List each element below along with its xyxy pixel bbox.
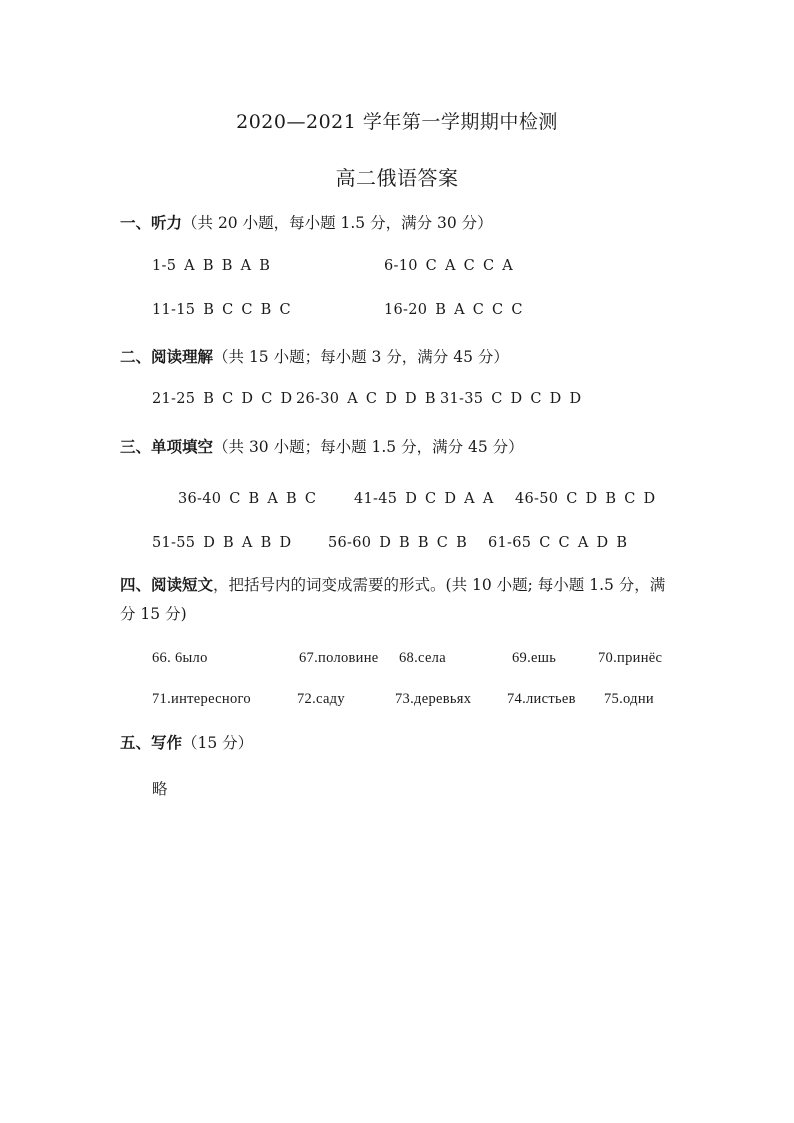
section-title: 五、写作	[120, 733, 183, 752]
answer-word: 74.листьев	[507, 691, 576, 707]
answer-word: 71.интересного	[152, 691, 251, 707]
section-note: （共 30 小题；每小题 1.5 分，满分 45 分）	[213, 438, 524, 456]
section-listening-heading	[120, 211, 493, 233]
answer-group: 46-50 C D B C D	[515, 491, 656, 507]
section-reading-heading	[120, 345, 509, 367]
section-note: （共 15 小题；每小题 3 分，满分 45 分）	[213, 348, 509, 366]
answer-group: 51-55 D B A B D	[152, 535, 292, 551]
page-title: 2020—2021 学年第一学期期中检测	[236, 111, 558, 133]
section-note: （15 分）	[182, 734, 254, 752]
section-short-passage-heading	[120, 570, 680, 629]
answer-word: 66. 6ыло	[152, 650, 208, 666]
answer-group: 36-40 C B A B C	[178, 491, 317, 507]
answer-word: 68.села	[399, 650, 446, 666]
section-fill-blank-heading	[120, 435, 524, 457]
answer-group: 16-20 B A C C C	[384, 302, 523, 318]
answer-group: 1-5 A B B A B	[152, 258, 271, 274]
answer-word: 70.принёс	[598, 650, 663, 666]
section-title: 二、阅读理解	[120, 347, 214, 366]
answer-word: 72.саду	[297, 691, 345, 707]
answer-group: 21-25 B C D C D	[152, 391, 293, 407]
section-title: 一、听力	[120, 213, 183, 232]
writing-answer: 略	[152, 780, 168, 798]
answer-group: 6-10 C A C C A	[384, 258, 514, 274]
answer-group: 11-15 B C C B C	[152, 302, 291, 318]
section-writing-heading	[120, 731, 253, 753]
section-note: （共 20 小题，每小题 1.5 分，满分 30 分）	[182, 214, 493, 232]
page-subtitle: 高二俄语答案	[335, 166, 459, 190]
answer-group: 41-45 D C D A A	[354, 491, 494, 507]
answer-word: 73.деревьях	[395, 691, 472, 707]
answer-word: 69.ешь	[512, 650, 557, 666]
answer-word: 67.половине	[299, 650, 379, 666]
section-title: 三、单项填空	[120, 437, 214, 456]
answer-group: 31-35 C D C D D	[440, 391, 582, 407]
answer-word: 75.одни	[604, 691, 654, 707]
answer-group: 26-30 A C D D B	[296, 391, 436, 407]
section-title: 四、阅读短文	[120, 575, 214, 594]
answer-group: 61-65 C C A D B	[488, 535, 628, 551]
answer-group: 56-60 D B B C B	[328, 535, 468, 551]
section-note: ，把括号内的词变成需要的形式。(共 10 小题; 每小题 1.5 分，满分 15 分)	[120, 576, 666, 623]
